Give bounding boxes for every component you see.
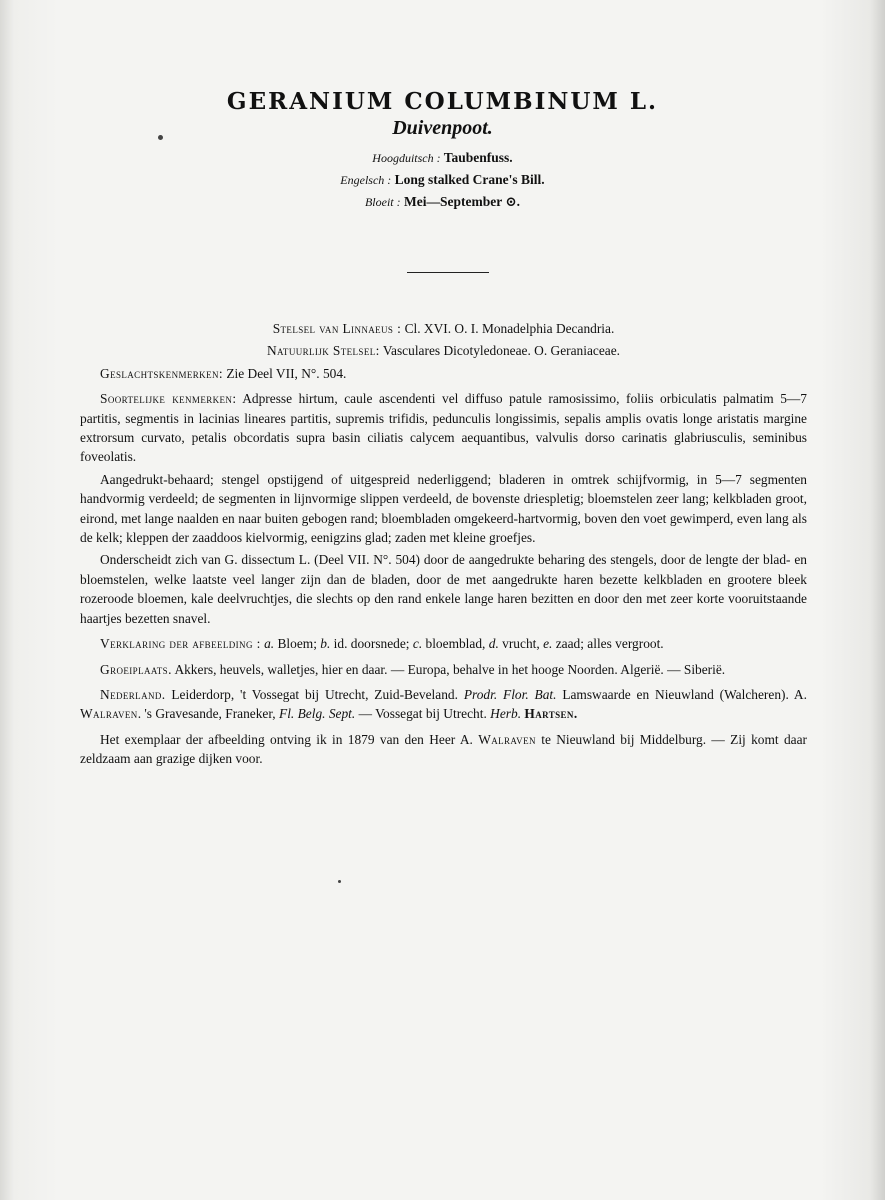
name-flowering [0,191,885,213]
person-name: Walraven [478,731,536,747]
person-name: Hartsen. [524,706,578,722]
section-label: Natuurlijk Stelsel: [266,343,380,359]
figure-key: e. [543,636,553,652]
figure-key: a. [264,636,275,652]
citation: Fl. Belg. Sept. [279,706,356,722]
section-label: Geslachtskenmerken: [100,365,223,381]
figure-text: zaad; alles vergroot. [552,636,664,652]
section-text: — Vossegat bij Utrecht. [358,706,487,722]
netherlands-paragraph [80,685,807,724]
section-text: Het exemplaar der afbeelding ontving ik in 1879 van den Heer A. [100,731,473,747]
person-name: Walraven [80,706,138,722]
section-label: Verklaring der afbeelding : [100,636,261,652]
figure-key: c. [412,636,423,652]
page-subtitle: Duivenpoot. [392,117,493,139]
citation: Prodr. Flor. Bat. [463,686,557,702]
figure-text: vrucht, [498,636,544,652]
species-characters [80,389,807,467]
divider-rule [407,272,489,273]
section-text: . 's Gravesande, Franeker, [137,706,276,722]
natural-system [80,341,807,360]
figure-text: Bloem; [274,636,321,652]
name-value: Mei—September ⊙. [403,194,521,209]
specimen-paragraph [80,730,807,769]
section-text: Lamswaarde en Nieuwland (Walcheren). A. [562,686,807,702]
description-paragraph: Aangedrukt-behaard; stengel opstijgend of uitgespreid nederliggend; bladeren in omtrek schijfvormig, in 5—7 segmenten handvormig verdeeld; de segmenten in lijnvormige slippen verdeeld, de bovenste driespletig; bloemstelen zeer lang; kelkbladen groot, eirond, met lange naalden en naar buiten gebogen rand; bloembladen omgekeerd-hartvormig, boven den voet gewimperd, even lang als de kelk; kleppen der zaaddoos kielvormig, eenigzins glad; zaden met kleine groefjes. [80,471,807,546]
section-text: Adpresse hirtum, caule ascendenti vel diffuso patule ramosissimo, foliis orbiculatis palmatim 5—7 partitis, segmentis in lacinias lineares partitis, supremis trifidis, pedunculis longissimis, sepalis amplis ovatis longe aristatis margine extrorsum curvato, petalis obcordatis supra basin ciliatis calycem aequantibus, valvulis dorso carinatis glabriusculis, seminibus foveolatis. [80,391,807,465]
section-text: te Nieuwland bij Middelburg. — Zij komt daar zeldzaam aan grazige dijken voor. [80,731,807,767]
figure-text: id. doorsnede; [330,636,413,652]
section-text: Leiderdorp, 't Vossegat bij Utrecht, Zuid-Beveland. [171,686,458,702]
section-label: Nederland. [100,686,166,702]
section-text: Zie Deel VII, N°. 504. [226,365,347,381]
figure-text: bloemblad, [422,636,489,652]
name-german [0,147,885,169]
figure-explanation [80,634,807,653]
section-text: Akkers, heuvels, walletjes, hier en daar. — Europa, behalve in het hooge Noorden. Algerië. — Siberië. [174,661,726,677]
page-title: GERANIUM COLUMBINUM L. [226,88,659,115]
section-text: Vasculares Dicotyledoneae. O. Geraniaceae. [382,343,621,359]
name-value: Taubenfuss. [443,150,513,165]
citation: Herb. [490,706,522,722]
distinction-paragraph: Onderscheidt zich van G. dissectum L. (Deel VII. N°. 504) door de aangedrukte beharing des stengels, door de lengte der blad- en bloemstelen, welke laatste veel langer zijn dan de bladen, door de met aangedrukte haren bezette kelkbladen en grootere bleek rozeroode bloemen, kale deelvruchtjes, die slechts op den rand enkele lange haren bezitten en door den met zeer korte vooruitstaande haartjes bezetten snavel. [80,552,807,626]
name-label: Bloeit : [364,195,401,209]
print-speck [338,880,341,883]
section-label: Groeiplaats. [100,661,172,677]
page-header [0,88,885,213]
name-value: Long stalked Crane's Bill. [394,172,545,187]
name-label: Hoogduitsch : [372,151,441,165]
name-english [0,169,885,191]
document-body [80,319,807,772]
section-label: Stelsel van Linnaeus : [272,321,402,336]
genus-characters [80,364,807,383]
linnaeus-system [80,319,807,338]
habitat-paragraph [80,660,807,679]
figure-key: b. [320,636,331,652]
section-label: Soortelijke kenmerken: [100,391,237,407]
figure-key: d. [488,636,499,652]
name-label: Engelsch : [340,173,392,187]
common-names [0,147,885,213]
section-text: Cl. XVI. O. I. Monadelphia Decandria. [404,321,615,336]
